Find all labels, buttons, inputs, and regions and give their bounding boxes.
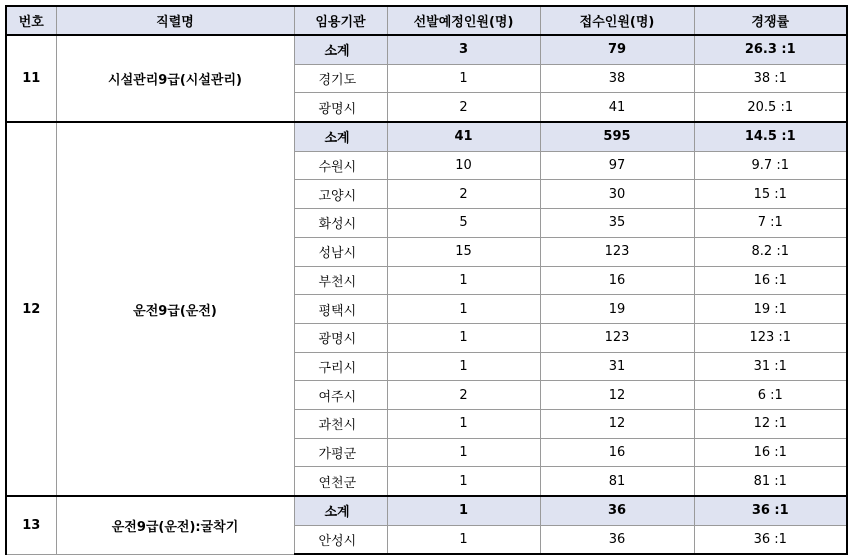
row-number: 12 xyxy=(6,122,56,496)
competition-ratio: 16 :1 xyxy=(694,438,847,467)
header-number: 번호 xyxy=(6,6,56,35)
applicant-count: 36 xyxy=(540,525,694,554)
applicant-count: 19 xyxy=(540,295,694,324)
competition-ratio: 36 :1 xyxy=(694,496,847,525)
agency-cell: 연천군 xyxy=(294,467,387,496)
planned-count: 5 xyxy=(387,209,540,238)
agency-cell: 소계 xyxy=(294,35,387,64)
competition-ratio: 20.5 :1 xyxy=(694,93,847,122)
applicant-count: 595 xyxy=(540,122,694,151)
table-header xyxy=(6,6,847,35)
competition-ratio: 7 :1 xyxy=(694,209,847,238)
planned-count: 1 xyxy=(387,496,540,525)
competition-ratio: 15 :1 xyxy=(694,180,847,209)
applicant-count: 38 xyxy=(540,64,694,93)
applicant-count: 16 xyxy=(540,266,694,295)
planned-count: 15 xyxy=(387,237,540,266)
planned-count: 1 xyxy=(387,323,540,352)
agency-cell: 광명시 xyxy=(294,323,387,352)
subtotal-row xyxy=(6,35,847,64)
applicant-count: 12 xyxy=(540,381,694,410)
agency-cell: 수원시 xyxy=(294,151,387,180)
agency-cell: 평택시 xyxy=(294,295,387,324)
row-number: 13 xyxy=(6,496,56,554)
agency-cell: 경기도 xyxy=(294,64,387,93)
competition-ratio: 16 :1 xyxy=(694,266,847,295)
recruitment-table xyxy=(5,5,848,555)
planned-count: 41 xyxy=(387,122,540,151)
agency-cell: 과천시 xyxy=(294,409,387,438)
applicant-count: 81 xyxy=(540,467,694,496)
competition-ratio: 9.7 :1 xyxy=(694,151,847,180)
competition-ratio: 31 :1 xyxy=(694,352,847,381)
planned-count: 1 xyxy=(387,352,540,381)
applicant-count: 123 xyxy=(540,237,694,266)
table-body xyxy=(6,35,847,554)
agency-cell: 화성시 xyxy=(294,209,387,238)
subtotal-row xyxy=(6,496,847,525)
header-applicants: 접수인원(명) xyxy=(540,6,694,35)
agency-cell: 성남시 xyxy=(294,237,387,266)
applicant-count: 35 xyxy=(540,209,694,238)
competition-ratio: 81 :1 xyxy=(694,467,847,496)
competition-ratio: 36 :1 xyxy=(694,525,847,554)
header-job-title: 직렬명 xyxy=(56,6,294,35)
competition-ratio: 123 :1 xyxy=(694,323,847,352)
competition-ratio: 38 :1 xyxy=(694,64,847,93)
planned-count: 1 xyxy=(387,64,540,93)
applicant-count: 97 xyxy=(540,151,694,180)
planned-count: 2 xyxy=(387,180,540,209)
planned-count: 1 xyxy=(387,266,540,295)
agency-cell: 고양시 xyxy=(294,180,387,209)
planned-count: 1 xyxy=(387,438,540,467)
competition-ratio: 8.2 :1 xyxy=(694,237,847,266)
agency-cell: 안성시 xyxy=(294,525,387,554)
applicant-count: 36 xyxy=(540,496,694,525)
agency-cell: 구리시 xyxy=(294,352,387,381)
header-ratio: 경쟁률 xyxy=(694,6,847,35)
header-planned: 선발예정인원(명) xyxy=(387,6,540,35)
planned-count: 1 xyxy=(387,525,540,554)
applicant-count: 123 xyxy=(540,323,694,352)
competition-ratio: 19 :1 xyxy=(694,295,847,324)
competition-ratio: 26.3 :1 xyxy=(694,35,847,64)
job-title: 운전9급(운전):굴착기 xyxy=(56,496,294,554)
applicant-count: 41 xyxy=(540,93,694,122)
applicant-count: 16 xyxy=(540,438,694,467)
planned-count: 1 xyxy=(387,295,540,324)
applicant-count: 79 xyxy=(540,35,694,64)
applicant-count: 30 xyxy=(540,180,694,209)
header-agency: 임용기관 xyxy=(294,6,387,35)
header-row xyxy=(6,6,847,35)
planned-count: 2 xyxy=(387,93,540,122)
job-title: 시설관리9급(시설관리) xyxy=(56,35,294,122)
planned-count: 2 xyxy=(387,381,540,410)
applicant-count: 12 xyxy=(540,409,694,438)
planned-count: 1 xyxy=(387,467,540,496)
row-number: 11 xyxy=(6,35,56,122)
subtotal-row xyxy=(6,122,847,151)
competition-ratio: 6 :1 xyxy=(694,381,847,410)
job-title: 운전9급(운전) xyxy=(56,122,294,496)
agency-cell: 소계 xyxy=(294,496,387,525)
competition-ratio: 12 :1 xyxy=(694,409,847,438)
agency-cell: 부천시 xyxy=(294,266,387,295)
planned-count: 10 xyxy=(387,151,540,180)
agency-cell: 가평군 xyxy=(294,438,387,467)
planned-count: 1 xyxy=(387,409,540,438)
planned-count: 3 xyxy=(387,35,540,64)
agency-cell: 여주시 xyxy=(294,381,387,410)
agency-cell: 광명시 xyxy=(294,93,387,122)
agency-cell: 소계 xyxy=(294,122,387,151)
competition-ratio: 14.5 :1 xyxy=(694,122,847,151)
applicant-count: 31 xyxy=(540,352,694,381)
